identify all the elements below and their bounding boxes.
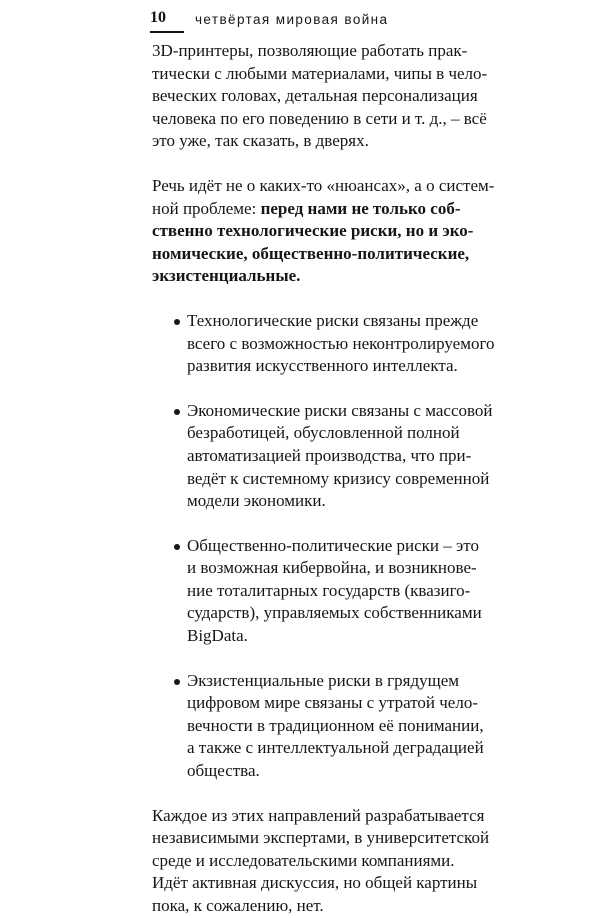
closing-line: пока, к сожалению, нет. <box>152 896 324 915</box>
risk-line: вечности в традиционном её понимании, <box>187 715 484 735</box>
closing-line: Каждое из этих направлений разрабатывается <box>152 805 485 825</box>
risk-text <box>173 670 552 783</box>
problem-emphasis-line: номические, общественно-политические, <box>152 243 470 263</box>
paragraph-spacing <box>152 153 552 175</box>
page-number: 10 <box>150 9 166 26</box>
problem-emphasis-line: экзистенциальные. <box>152 266 301 286</box>
list-spacing <box>173 513 552 535</box>
intro-line: 3D-принтеры, позволяющие работать прак- <box>152 41 468 60</box>
problem-line: Речь идёт не о каких-то «нюансах», а о систем- <box>152 175 495 195</box>
closing-line: независимыми экспертами, в университетской <box>152 828 490 848</box>
risk-line: всего с возможностью неконтролируемого <box>187 333 495 353</box>
risk-line: модели экономики. <box>187 491 326 511</box>
bullet-icon <box>174 544 180 550</box>
risk-text <box>173 310 552 378</box>
risk-line: и возможная кибервойна, и возникнове- <box>187 558 477 578</box>
problem-line-mixed <box>152 198 552 221</box>
risk-text <box>173 400 552 513</box>
risk-line: Технологические риски связаны прежде <box>187 310 479 330</box>
intro-line: веческих головах, детальная персонализация <box>152 86 478 106</box>
risk-line: а также с интеллектуальной деградацией <box>187 738 484 758</box>
paragraph-spacing <box>152 288 552 310</box>
problem-paragraph <box>152 175 552 288</box>
header-rule <box>150 31 184 33</box>
closing-line: Идёт активная дискуссия, но общей картины <box>152 873 478 893</box>
risk-list-item <box>173 310 552 378</box>
risk-line: Экзистенциальные риски в грядущем <box>187 670 459 690</box>
bullet-icon <box>174 319 180 325</box>
risk-line: Общественно-политические риски – это <box>187 535 479 555</box>
problem-emphasis-line: ственно технологические риски, но и эко- <box>152 221 474 241</box>
problem-emphasis-text: перед нами не только соб- <box>260 198 461 218</box>
list-spacing <box>173 648 552 670</box>
risk-list-item <box>173 670 552 783</box>
running-header <box>150 8 550 38</box>
risk-bullet-list <box>152 310 552 783</box>
risk-line: BigData. <box>187 626 248 646</box>
risk-list-item <box>173 535 552 648</box>
risk-line: Экономические риски связаны с массовой <box>187 400 493 420</box>
risk-line: общества. <box>187 761 260 781</box>
intro-line: тически с любыми материалами, чипы в чело- <box>152 63 488 83</box>
list-spacing <box>173 378 552 400</box>
risk-line: ведёт к системному кризису современной <box>187 468 490 488</box>
intro-line: человека по его поведению в сети и т. д., – всё <box>152 108 487 128</box>
paragraph-spacing <box>152 783 552 805</box>
risk-line: автоматизацией производства, что при- <box>187 445 472 465</box>
intro-paragraph <box>152 40 552 153</box>
risk-text <box>173 535 552 648</box>
problem-regular-text: ной проблеме: <box>152 198 261 218</box>
running-title: четвёртая мировая война <box>195 12 389 27</box>
risk-line: ние тоталитарных государств (квазиго- <box>187 580 471 600</box>
intro-line: это уже, так сказать, в дверях. <box>152 131 369 151</box>
bullet-icon <box>174 679 180 685</box>
risk-line: сударств), управляемых собственниками <box>187 603 482 623</box>
closing-line: среде и исследовательскими компаниями. <box>152 850 455 870</box>
risk-list-item <box>173 400 552 513</box>
page-text <box>152 40 552 918</box>
risk-line: цифровом мире связаны с утратой чело- <box>187 693 478 713</box>
bullet-icon <box>174 409 180 415</box>
risk-line: безработицей, обусловленной полной <box>187 423 460 443</box>
risk-line: развития искусственного интеллекта. <box>187 356 458 376</box>
closing-paragraph <box>152 805 552 918</box>
